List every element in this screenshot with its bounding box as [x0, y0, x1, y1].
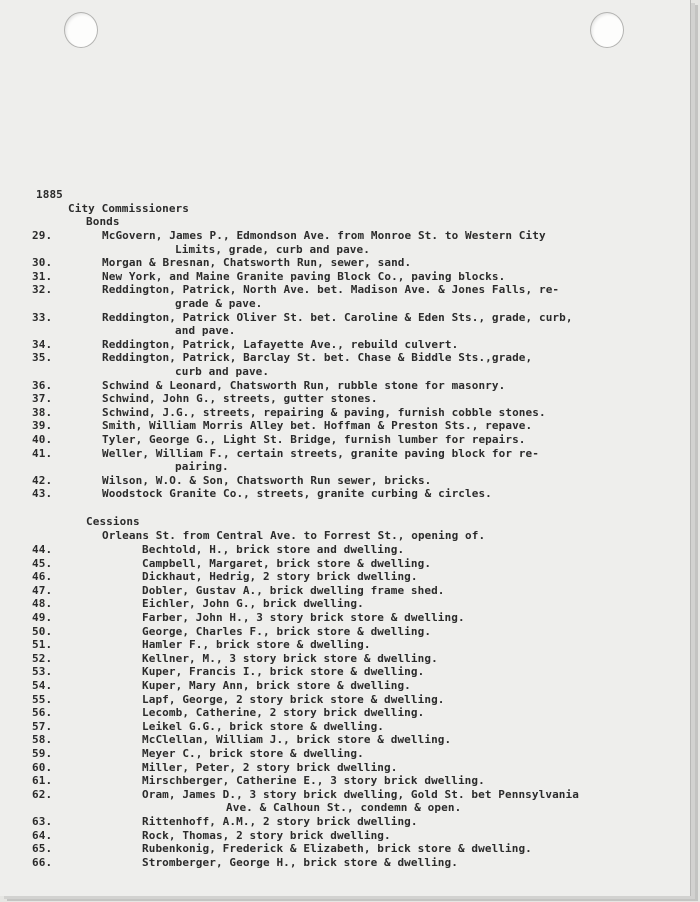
- entry-text: Wilson, W.O. & Son, Chatsworth Run sewer, bricks.: [102, 473, 432, 487]
- entry-text: Schwind, J.G., streets, repairing & paving, furnish cobble stones.: [102, 405, 546, 419]
- entry-number: 63.: [32, 815, 53, 828]
- entry-number: 58.: [32, 733, 53, 747]
- entry-number: 41.: [32, 446, 53, 460]
- entry-number: 61.: [32, 774, 53, 788]
- entry-text: Lapf, George, 2 story brick store & dwelling.: [142, 692, 445, 706]
- entry-number: 55.: [32, 692, 53, 706]
- entry-number: 62.: [32, 787, 53, 801]
- entry-text: Mirschberger, Catherine E., 3 story brick dwelling.: [142, 774, 485, 788]
- entry-text: Farber, John H., 3 story brick store & dwelling.: [142, 611, 465, 624]
- entry-number: 37.: [32, 392, 53, 406]
- entry-text: Schwind & Leonard, Chatsworth Run, rubble stone for masonry.: [102, 378, 506, 392]
- entry-number: 47.: [32, 583, 53, 597]
- entry-text: Stromberger, George H., brick store & dwelling.: [142, 855, 458, 869]
- bonds-title: Bonds: [86, 215, 120, 228]
- entry-text-continued: Limits, grade, curb and pave.: [175, 242, 370, 256]
- entry-text: Rittenhoff, A.M., 2 story brick dwelling.: [142, 815, 418, 828]
- entry-text: Dickhaut, Hedrig, 2 story brick dwelling.: [142, 570, 418, 584]
- entry-text-continued: pairing.: [175, 460, 229, 474]
- year-heading: 1885: [36, 188, 63, 201]
- entry-text: Reddington, Patrick, Lafayette Ave., rebuild culvert.: [102, 337, 459, 351]
- entry-text: Oram, James D., 3 story brick dwelling, Gold St. bet Pennsylvania: [142, 787, 579, 801]
- entry-text-continued: Ave. & Calhoun St., condemn & open.: [226, 801, 462, 815]
- entry-text: Rubenkonig, Frederick & Elizabeth, brick store & dwelling.: [142, 842, 532, 856]
- entry-number: 52.: [32, 651, 53, 665]
- entry-number: 29.: [32, 229, 53, 242]
- entry-number: 36.: [32, 378, 53, 392]
- entry-text: McClellan, William J., brick store & dwelling.: [142, 733, 452, 747]
- entry-text: Hamler F., brick store & dwelling.: [142, 638, 371, 652]
- entry-text: Dobler, Gustav A., brick dwelling frame shed.: [142, 583, 445, 597]
- entry-number: 31.: [32, 269, 53, 283]
- entry-text: Rock, Thomas, 2 story brick dwelling.: [142, 828, 391, 842]
- entry-number: 57.: [32, 719, 53, 733]
- entry-text: Smith, William Morris Alley bet. Hoffman & Preston Sts., repave.: [102, 419, 533, 433]
- entry-text: George, Charles F., brick store & dwelling.: [142, 624, 432, 638]
- entry-number: 66.: [32, 855, 53, 869]
- entry-text: Leikel G.G., brick store & dwelling.: [142, 719, 385, 733]
- entry-text: Eichler, John G., brick dwelling.: [142, 597, 364, 611]
- entry-number: 54.: [32, 679, 53, 692]
- entry-text-continued: and pave.: [175, 324, 236, 338]
- section-heading: City Commissioners: [68, 202, 190, 215]
- entry-number: 51.: [32, 638, 53, 652]
- entry-text: Miller, Peter, 2 story brick dwelling.: [142, 760, 398, 774]
- entry-number: 45.: [32, 556, 53, 570]
- entry-number: 44.: [32, 543, 53, 556]
- entry-number: 35.: [32, 351, 53, 365]
- entry-text: Schwind, John G., streets, gutter stones.: [102, 392, 378, 406]
- entry-number: 33.: [32, 310, 53, 324]
- entry-number: 39.: [32, 419, 53, 433]
- entry-text: Lecomb, Catherine, 2 story brick dwelling.: [142, 706, 425, 720]
- entry-number: 40.: [32, 433, 53, 446]
- entry-number: 59.: [32, 747, 53, 760]
- entry-number: 53.: [32, 665, 53, 679]
- entry-text: Woodstock Granite Co., streets, granite curbing & circles.: [102, 487, 492, 501]
- entry-number: 46.: [32, 570, 53, 584]
- cessions-title: Cessions: [86, 515, 140, 528]
- entry-text: Meyer C., brick store & dwelling.: [142, 747, 364, 760]
- entry-text: Reddington, Patrick Oliver St. bet. Caroline & Eden Sts., grade, curb,: [102, 310, 573, 324]
- entry-number: 50.: [32, 624, 53, 638]
- entry-text: Weller, William F., certain streets, granite paving block for re-: [102, 446, 539, 460]
- entry-number: 49.: [32, 611, 53, 624]
- entry-text: Campbell, Margaret, brick store & dwelling.: [142, 556, 432, 570]
- entry-text: Kellner, M., 3 story brick store & dwelling.: [142, 651, 438, 665]
- entry-text: Bechtold, H., brick store and dwelling.: [142, 543, 405, 556]
- entry-text-continued: grade & pave.: [175, 297, 263, 310]
- entry-text-continued: curb and pave.: [175, 365, 270, 378]
- entry-text: Reddington, Patrick, North Ave. bet. Madison Ave. & Jones Falls, re-: [102, 283, 560, 297]
- entry-text: McGovern, James P., Edmondson Ave. from Monroe St. to Western City: [102, 229, 546, 242]
- entry-text: Reddington, Patrick, Barclay St. bet. Chase & Biddle Sts.,grade,: [102, 351, 533, 365]
- entry-number: 42.: [32, 473, 53, 487]
- entry-number: 60.: [32, 760, 53, 774]
- entry-number: 38.: [32, 405, 53, 419]
- entry-number: 34.: [32, 337, 53, 351]
- entry-number: 64.: [32, 828, 53, 842]
- entry-text: Kuper, Mary Ann, brick store & dwelling.: [142, 679, 411, 692]
- entry-text: Kuper, Francis I., brick store & dwelling.: [142, 665, 425, 679]
- entry-number: 56.: [32, 706, 53, 720]
- entry-number: 48.: [32, 597, 53, 611]
- entry-number: 65.: [32, 842, 53, 856]
- cessions-subtitle: Orleans St. from Central Ave. to Forrest St., opening of.: [102, 529, 486, 542]
- entry-text: New York, and Maine Granite paving Block Co., paving blocks.: [102, 269, 506, 283]
- entry-number: 43.: [32, 487, 53, 501]
- entry-text: Morgan & Bresnan, Chatsworth Run, sewer, sand.: [102, 256, 412, 270]
- entry-text: Tyler, George G., Light St. Bridge, furnish lumber for repairs.: [102, 433, 526, 446]
- entry-number: 30.: [32, 256, 53, 270]
- entry-number: 32.: [32, 283, 53, 297]
